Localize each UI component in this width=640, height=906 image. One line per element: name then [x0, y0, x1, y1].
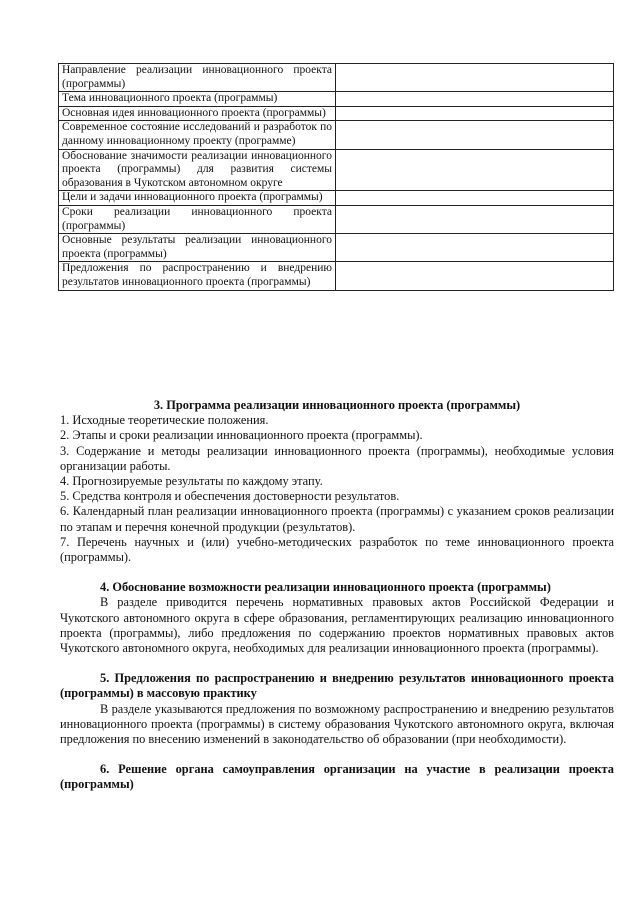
table-cell-value[interactable]: [336, 191, 614, 206]
table-cell-value[interactable]: [336, 106, 614, 121]
list-item: 4. Прогнозируемые результаты по каждому этапу.: [60, 474, 323, 489]
table-cell-label: Обоснование значимости реализации инновационного проекта (программы) для развития системы образования в Чукотском автономном округе: [59, 149, 336, 191]
table-row: [59, 106, 614, 121]
table-cell-value[interactable]: [336, 262, 614, 290]
table-row: [59, 64, 614, 92]
table-row: [59, 205, 614, 233]
list-item: 7. Перечень научных и (или) учебно-методических разработок по теме инновационного проекта (программы).: [60, 534, 614, 565]
section-5-text: В разделе указываются предложения по возможному распространению и внедрению результатов инновационного проекта (программы) в систему образования Чукотского автономного округа, включая предложения по внесению изменений в законодательство об образовании (при необходимости).: [60, 701, 614, 747]
section-3-heading: 3. Программа реализации инновационного проекта (программы): [153, 398, 521, 412]
table-cell-value[interactable]: [336, 121, 614, 149]
table-cell-value[interactable]: [336, 205, 614, 233]
list-item: 5. Средства контроля и обеспечения достоверности результатов.: [60, 489, 400, 504]
table-row: [59, 92, 614, 107]
table-cell-value[interactable]: [336, 149, 614, 191]
section-4-text: В разделе приводится перечень нормативных правовых актов Российской Федерации и Чукотского автономного округа в сфере образования, регламентирующих реализацию инновационного проекта (программы), либо предложения по содержанию проектов нормативных правовых актов Чукотского автономного округа, необходимых для реализации инновационного проекта (программы).: [60, 595, 614, 656]
list-item: 1. Исходные теоретические положения.: [60, 413, 269, 428]
table-cell-label: Предложения по распространению и внедрению результатов инновационного проекта (программы): [59, 262, 336, 290]
section-6-heading: 6. Решение органа самоуправления организации на участие в реализации проекта (программы): [60, 762, 614, 792]
table-cell-label: Цели и задачи инновационного проекта (программы): [59, 191, 336, 206]
table-cell-label: Основные результаты реализации инновационного проекта (программы): [59, 234, 336, 262]
table-cell-value[interactable]: [336, 92, 614, 107]
table-cell-value[interactable]: [336, 234, 614, 262]
table-cell-label: Сроки реализации инновационного проекта (программы): [59, 205, 336, 233]
table-row: [59, 191, 614, 206]
list-item: 3. Содержание и методы реализации инновационного проекта (программы), необходимые условия организации работы.: [60, 443, 614, 473]
table-row: [59, 149, 614, 191]
document-body: [60, 398, 614, 793]
list-item: 6. Календарный план реализации инновационного проекта (программы) с указанием сроков реализации по этапам и перечня конечной продукции (результатов).: [60, 504, 614, 534]
table-cell-label: Современное состояние исследований и разработок по данному инновационному проекту (программе): [59, 121, 336, 149]
table-cell-label: Тема инновационного проекта (программы): [59, 92, 336, 107]
table-row: [59, 234, 614, 262]
section-4-heading: 4. Обоснование возможности реализации инновационного проекта (программы): [100, 580, 551, 595]
section-5-heading: 5. Предложения по распространению и внедрению результатов инновационного проекта (программы) в массовую практику: [60, 671, 614, 701]
project-info-table: [58, 63, 614, 291]
table-cell-value[interactable]: [336, 64, 614, 92]
table-cell-label: Направление реализации инновационного проекта (программы): [59, 64, 336, 92]
table-cell-label: Основная идея инновационного проекта (программы): [59, 106, 336, 121]
table-row: [59, 121, 614, 149]
table-row: [59, 262, 614, 290]
list-item: 2. Этапы и сроки реализации инновационного проекта (программы).: [60, 428, 423, 443]
